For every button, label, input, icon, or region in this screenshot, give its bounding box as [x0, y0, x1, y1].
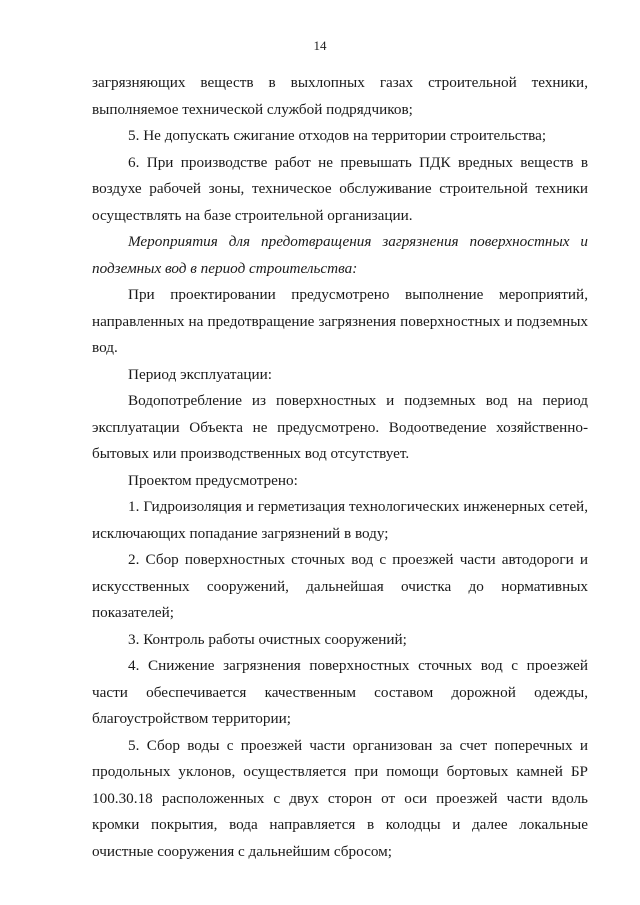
document-body: [92, 70, 588, 865]
section-heading-water-measures: Мероприятия для предотвращения загрязнения поверхностных и подземных вод в период строительства:: [92, 233, 588, 277]
paragraph-project-provides: Проектом предусмотрено:: [128, 471, 298, 489]
paragraph-design-measures: При проектировании предусмотрено выполнение мероприятий, направленных на предотвращение загрязнения поверхностных и подземных вод.: [92, 286, 588, 356]
paragraph-item-6: 6. При производстве работ не превышать ПДК вредных веществ в воздухе рабочей зоны, техническое обслуживание строительной техники осуществлять на базе строительной организации.: [92, 153, 588, 224]
list-item-3: 3. Контроль работы очистных сооружений;: [128, 630, 407, 648]
paragraph-item-5: 5. Не допускать сжигание отходов на территории строительства;: [128, 127, 547, 144]
page-number: 14: [313, 38, 327, 53]
paragraph-continuation: загрязняющих веществ в выхлопных газах строительной техники, выполняемое технической службой подрядчиков;: [92, 74, 588, 118]
section-heading-operation: Период эксплуатации:: [128, 365, 272, 383]
list-item-2: 2. Сбор поверхностных сточных вод с проезжей части автодороги и искусственных сооружений, дальнейшая очистка до нормативных показателей;: [92, 551, 588, 621]
list-item-5: 5. Сбор воды с проезжей части организован за счет поперечных и продольных уклонов, осуществляется при помощи бортовых камней БР 100.30.18 расположенных с двух сторон от оси проезжей части вдоль кромки покрытия, вода направляется в колодцы и далее локальные очистные сооружения с дальнейшим сбросом;: [92, 736, 588, 860]
list-item-4: 4. Снижение загрязнения поверхностных сточных вод с проезжей части обеспечивается качественным составом дорожной одежды, благоустройством территории;: [92, 657, 588, 727]
list-item-1: 1. Гидроизоляция и герметизация технологических инженерных сетей, исключающих попадание загрязнений в воду;: [92, 498, 588, 542]
paragraph-water-consumption: Водопотребление из поверхностных и подземных вод на период эксплуатации Объекта не предусмотрено. Водоотведение хозяйственно-бытовых или производственных вод отсутствует.: [92, 392, 588, 462]
